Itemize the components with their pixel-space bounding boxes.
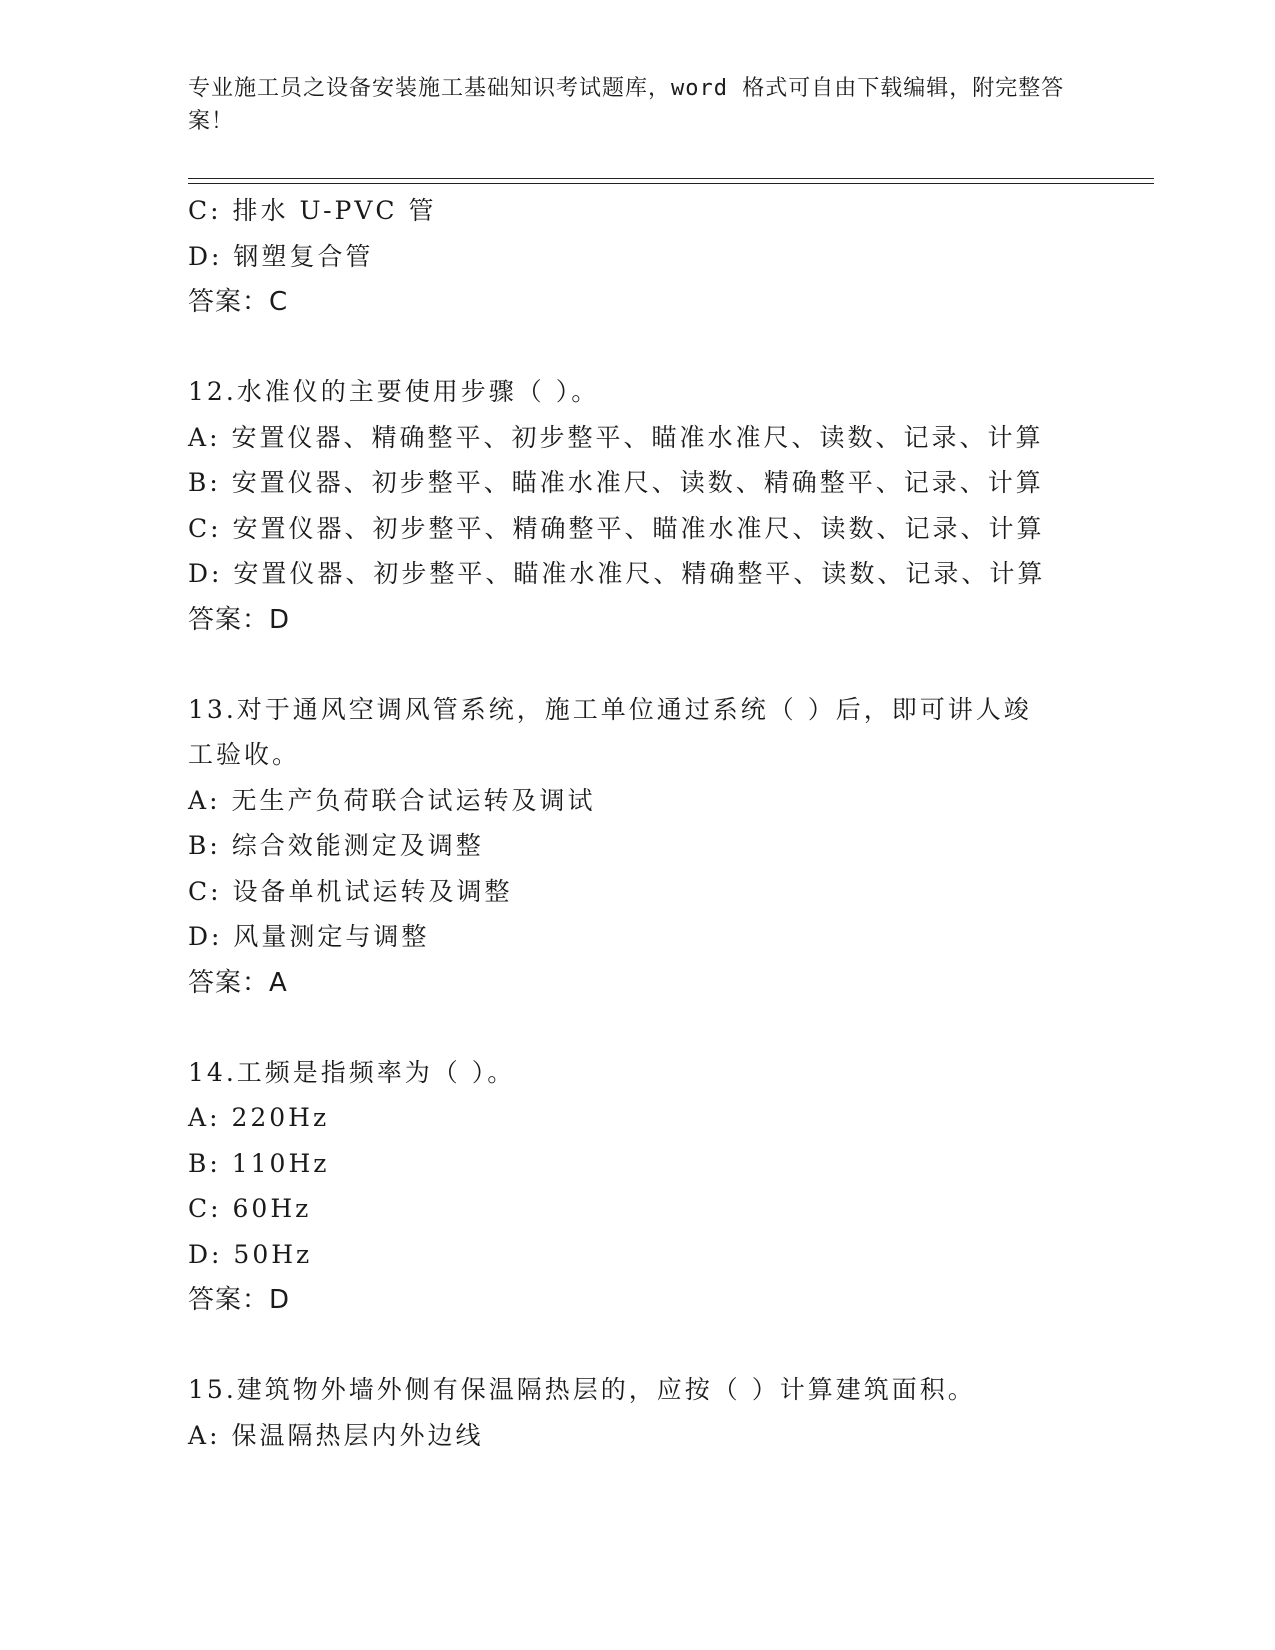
option-letter: C : [188,514,233,543]
option-d [188,914,1088,960]
question-text-continued: 工验收。 [188,740,301,769]
answer-label: 答案 ： [188,287,269,317]
answer-value: D [269,604,291,635]
answer-label: 答案 ： [188,968,269,998]
option-letter: D : [188,1240,233,1269]
block-gap [188,325,1088,369]
answer-value: C [269,287,289,317]
option-text: 50Hz [233,1239,313,1269]
option-letter: A : [188,786,231,815]
option-text: 风量测定与调整 [233,922,430,951]
question-block-15 [188,1367,1088,1458]
option-letter: A : [188,1421,231,1450]
option-c [188,188,1088,234]
option-letter: B : [188,1149,232,1178]
block-gap [188,643,1088,687]
question-stem: 建筑物外墙外侧有保温隔热层的，应按（ ）计算建筑面积。 [236,1375,976,1404]
option-b [188,823,1088,869]
option-d [188,1232,1088,1278]
answer-value: A [269,967,288,998]
answer-line [188,279,1088,325]
option-a [188,1413,1088,1459]
option-text: 安置仪器、初步整平、瞄准水准尺、精确整平、读数、记录、计算 [233,559,1046,588]
question-stem: 水准仪的主要使用步骤（ ）。 [236,377,600,406]
option-letter: D : [188,922,233,951]
question-text [188,369,1088,415]
option-text: 安置仪器、精确整平、初步整平、瞄准水准尺、读数、记录、计算 [231,422,1044,452]
question-block-11-continued [188,188,1088,325]
option-d [188,234,1088,280]
question-block-13 [188,687,1088,1006]
option-text: 钢塑复合管 [233,241,374,271]
option-letter: B : [188,468,232,497]
option-text: 排水 U-PVC 管 [232,196,437,225]
option-letter: A : [188,1103,231,1132]
question-stem: 对于通风空调风管系统，施工单位通过系统（ ）后，即可讲人竣 [236,694,1032,724]
answer-label: 答案 ： [188,605,269,635]
answer-label: 答案 ： [188,1285,269,1315]
question-text [188,1050,1088,1096]
question-number: 15 . [188,1375,237,1404]
option-text: 60Hz [232,1194,312,1223]
option-letter: D : [188,559,233,588]
question-number: 14 . [188,1058,237,1087]
option-b [188,460,1088,506]
option-letter: D : [188,242,233,271]
option-text: 安置仪器、初步整平、精确整平、瞄准水准尺、读数、记录、计算 [232,513,1045,543]
option-letter: C : [188,1194,233,1223]
option-text: 安置仪器、初步整平、瞄准水准尺、读数、精确整平、记录、计算 [231,468,1044,497]
answer-line [188,1277,1088,1323]
answer-line [188,597,1088,643]
question-block-14 [188,1050,1088,1324]
option-text: 110Hz [231,1148,330,1178]
option-text: 综合效能测定及调整 [231,831,484,860]
question-list [188,188,1088,1458]
block-gap [188,1323,1088,1367]
option-c [188,869,1088,915]
option-text: 无生产负荷联合试运转及调试 [231,785,596,815]
question-number: 13 . [188,695,237,724]
answer-line [188,960,1088,1006]
option-letter: A : [188,423,231,452]
question-number: 12 . [188,377,237,406]
option-a [188,415,1088,461]
option-letter: C : [188,877,233,906]
header-rule-bottom [188,183,1154,184]
option-text: 220Hz [231,1103,330,1132]
option-d [188,551,1088,597]
option-b [188,1141,1088,1187]
option-letter: B : [188,831,232,860]
option-text: 设备单机试运转及调整 [232,876,513,906]
option-a [188,778,1088,824]
header-rule-top [188,178,1154,179]
question-block-12 [188,369,1088,643]
document-header: 专业施工员之设备安装施工基础知识考试题库，word 格式可自由下载编辑，附完整答案！ [188,76,1065,134]
question-stem: 工频是指频率为（ ）。 [236,1057,516,1087]
option-c [188,506,1088,552]
block-gap [188,1006,1088,1050]
option-c [188,1186,1088,1232]
option-text: 保温隔热层内外边线 [231,1420,484,1450]
question-text [188,687,1088,733]
option-a [188,1095,1088,1141]
question-text [188,1367,1088,1413]
answer-value: D [269,1285,291,1315]
option-letter: C : [188,196,233,225]
